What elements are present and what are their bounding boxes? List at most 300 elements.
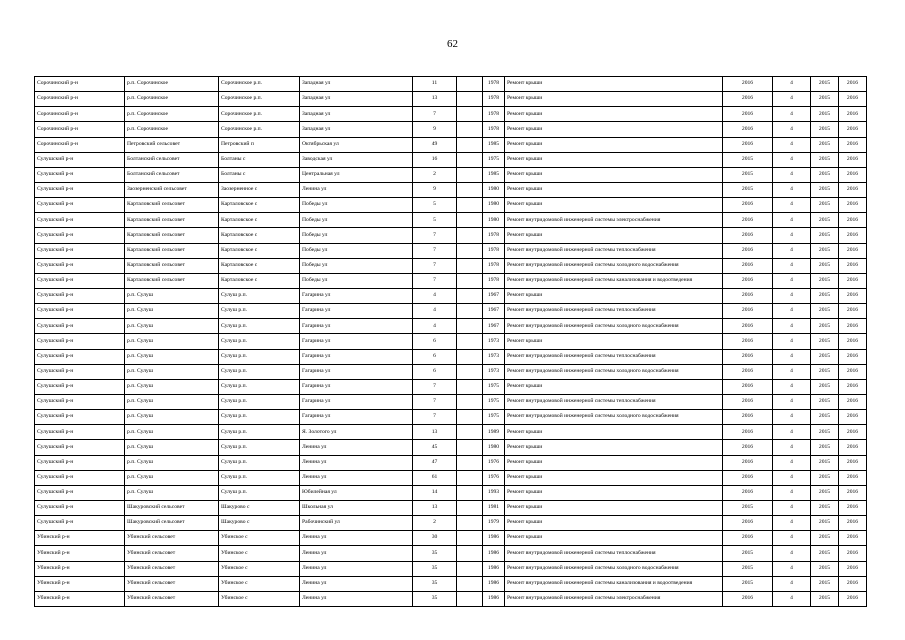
- street-cell: Победы ул: [300, 258, 413, 273]
- district-cell: Сулушский р-н: [35, 258, 125, 273]
- period-start-cell: 2015: [811, 92, 839, 107]
- municipality-cell: Убинский сельсовет: [125, 561, 219, 576]
- house-number-cell: 6: [413, 334, 457, 349]
- table-row: [35, 77, 867, 92]
- street-cell: Рабочинский ул: [300, 516, 413, 531]
- work-type-cell: Ремонт внутридомовой инженерной системы канализования и водоотведения: [505, 273, 723, 288]
- table-row: [35, 122, 867, 137]
- house-number-cell: 13: [413, 92, 457, 107]
- period-start-cell: 2015: [811, 425, 839, 440]
- district-cell: Сулушский р-н: [35, 228, 125, 243]
- settlement-cell: Сулуш р.п.: [219, 319, 300, 334]
- work-type-cell: Ремонт внутридомовой инженерной системы электроснабжения: [505, 591, 723, 606]
- building-cell: [457, 546, 483, 561]
- building-cell: [457, 273, 483, 288]
- building-cell: [457, 304, 483, 319]
- house-number-cell: 35: [413, 561, 457, 576]
- period-start-cell: 2015: [811, 516, 839, 531]
- period-end-cell: 2016: [839, 77, 867, 92]
- work-type-cell: Ремонт крыши: [505, 440, 723, 455]
- quarter-cell: 4: [773, 319, 811, 334]
- plan-year-cell: 2015: [723, 152, 773, 167]
- period-end-cell: 2016: [839, 546, 867, 561]
- building-cell: [457, 319, 483, 334]
- municipality-cell: р.п. Сулуш: [125, 394, 219, 409]
- table-row: [35, 576, 867, 591]
- plan-year-cell: 2016: [723, 394, 773, 409]
- period-start-cell: 2015: [811, 440, 839, 455]
- plan-year-cell: 2016: [723, 213, 773, 228]
- building-cell: [457, 410, 483, 425]
- quarter-cell: 4: [773, 455, 811, 470]
- period-start-cell: 2015: [811, 137, 839, 152]
- plan-year-cell: 2015: [723, 561, 773, 576]
- period-start-cell: 2015: [811, 198, 839, 213]
- building-cell: [457, 379, 483, 394]
- settlement-cell: Сорочинское р.п.: [219, 92, 300, 107]
- table-row: [35, 319, 867, 334]
- work-type-cell: Ремонт крыши: [505, 379, 723, 394]
- plan-year-cell: 2016: [723, 425, 773, 440]
- table-row: [35, 349, 867, 364]
- year-built-cell: 1986: [483, 531, 505, 546]
- quarter-cell: 4: [773, 440, 811, 455]
- work-type-cell: Ремонт крыши: [505, 470, 723, 485]
- street-cell: Ленина ул: [300, 576, 413, 591]
- year-built-cell: 1978: [483, 258, 505, 273]
- district-cell: Сулушский р-н: [35, 304, 125, 319]
- table-row: [35, 379, 867, 394]
- settlement-cell: Карталовское с: [219, 273, 300, 288]
- district-cell: Сулушский р-н: [35, 440, 125, 455]
- period-end-cell: 2016: [839, 152, 867, 167]
- quarter-cell: 4: [773, 470, 811, 485]
- street-cell: Юбилейная ул: [300, 485, 413, 500]
- quarter-cell: 4: [773, 500, 811, 515]
- building-cell: [457, 228, 483, 243]
- house-number-cell: 13: [413, 425, 457, 440]
- settlement-cell: Сулуш р.п.: [219, 288, 300, 303]
- settlement-cell: Шакурово с: [219, 516, 300, 531]
- settlement-cell: Петровский п: [219, 137, 300, 152]
- table-row: [35, 334, 867, 349]
- quarter-cell: 4: [773, 107, 811, 122]
- work-type-cell: Ремонт крыши: [505, 182, 723, 197]
- year-built-cell: 1986: [483, 561, 505, 576]
- district-cell: Убинский р-н: [35, 576, 125, 591]
- period-start-cell: 2015: [811, 576, 839, 591]
- municipality-cell: р.п. Сорочинское: [125, 107, 219, 122]
- quarter-cell: 4: [773, 334, 811, 349]
- municipality-cell: р.п. Сулуш: [125, 410, 219, 425]
- period-start-cell: 2015: [811, 77, 839, 92]
- quarter-cell: 4: [773, 122, 811, 137]
- settlement-cell: Сулуш р.п.: [219, 455, 300, 470]
- plan-year-cell: 2016: [723, 349, 773, 364]
- district-cell: Сулушский р-н: [35, 364, 125, 379]
- building-cell: [457, 243, 483, 258]
- building-cell: [457, 531, 483, 546]
- period-start-cell: 2015: [811, 591, 839, 606]
- plan-year-cell: 2016: [723, 228, 773, 243]
- municipality-cell: р.п. Сулуш: [125, 364, 219, 379]
- plan-year-cell: 2015: [723, 500, 773, 515]
- district-cell: Убинский р-н: [35, 591, 125, 606]
- street-cell: Я. Золотого ул: [300, 425, 413, 440]
- period-start-cell: 2015: [811, 546, 839, 561]
- district-cell: Сулушский р-н: [35, 243, 125, 258]
- table-row: [35, 182, 867, 197]
- quarter-cell: 4: [773, 167, 811, 182]
- work-type-cell: Ремонт внутридомовой инженерной системы холодного водоснабжения: [505, 410, 723, 425]
- building-cell: [457, 561, 483, 576]
- period-end-cell: 2016: [839, 122, 867, 137]
- street-cell: Ленина ул: [300, 440, 413, 455]
- period-end-cell: 2016: [839, 531, 867, 546]
- quarter-cell: 4: [773, 258, 811, 273]
- municipality-cell: Карталовский сельсовет: [125, 258, 219, 273]
- work-type-cell: Ремонт крыши: [505, 334, 723, 349]
- plan-year-cell: 2016: [723, 258, 773, 273]
- street-cell: Победы ул: [300, 228, 413, 243]
- year-built-cell: 1993: [483, 485, 505, 500]
- district-cell: Сорочинский р-н: [35, 137, 125, 152]
- municipality-cell: Шакуровский сельсовет: [125, 516, 219, 531]
- year-built-cell: 1973: [483, 364, 505, 379]
- table-row: [35, 394, 867, 409]
- quarter-cell: 4: [773, 364, 811, 379]
- settlement-cell: Карталовское с: [219, 228, 300, 243]
- period-end-cell: 2016: [839, 107, 867, 122]
- table-row: [35, 485, 867, 500]
- settlement-cell: Сулуш р.п.: [219, 334, 300, 349]
- municipality-cell: р.п. Сорочинское: [125, 77, 219, 92]
- street-cell: Гагарина ул: [300, 364, 413, 379]
- street-cell: Заводская ул: [300, 152, 413, 167]
- table-row: [35, 198, 867, 213]
- building-cell: [457, 516, 483, 531]
- settlement-cell: Карталовское с: [219, 198, 300, 213]
- period-start-cell: 2015: [811, 243, 839, 258]
- table-row: [35, 500, 867, 515]
- settlement-cell: Убинское с: [219, 546, 300, 561]
- street-cell: Октябрьская ул: [300, 137, 413, 152]
- settlement-cell: Сорочинское р.п.: [219, 122, 300, 137]
- house-number-cell: 7: [413, 243, 457, 258]
- period-end-cell: 2016: [839, 213, 867, 228]
- year-built-cell: 1978: [483, 122, 505, 137]
- work-type-cell: Ремонт внутридомовой инженерной системы электроснабжения: [505, 213, 723, 228]
- year-built-cell: 1985: [483, 137, 505, 152]
- quarter-cell: 4: [773, 198, 811, 213]
- building-cell: [457, 137, 483, 152]
- plan-year-cell: 2015: [723, 167, 773, 182]
- work-type-cell: Ремонт внутридомовой инженерной системы холодного водоснабжения: [505, 319, 723, 334]
- quarter-cell: 4: [773, 591, 811, 606]
- settlement-cell: Болтаны с: [219, 152, 300, 167]
- period-end-cell: 2016: [839, 561, 867, 576]
- district-cell: Сулушский р-н: [35, 152, 125, 167]
- settlement-cell: Карталовское с: [219, 258, 300, 273]
- table-row: [35, 107, 867, 122]
- period-end-cell: 2016: [839, 440, 867, 455]
- building-cell: [457, 440, 483, 455]
- house-number-cell: 11: [413, 77, 457, 92]
- settlement-cell: Сорочинское р.п.: [219, 77, 300, 92]
- building-cell: [457, 167, 483, 182]
- plan-year-cell: 2016: [723, 122, 773, 137]
- period-end-cell: 2016: [839, 591, 867, 606]
- period-end-cell: 2016: [839, 258, 867, 273]
- building-cell: [457, 92, 483, 107]
- period-start-cell: 2015: [811, 167, 839, 182]
- period-end-cell: 2016: [839, 304, 867, 319]
- year-built-cell: 1976: [483, 470, 505, 485]
- quarter-cell: 4: [773, 228, 811, 243]
- period-end-cell: 2016: [839, 137, 867, 152]
- plan-year-cell: 2016: [723, 273, 773, 288]
- year-built-cell: 1986: [483, 591, 505, 606]
- period-start-cell: 2015: [811, 228, 839, 243]
- district-cell: Убинский р-н: [35, 546, 125, 561]
- plan-year-cell: 2016: [723, 470, 773, 485]
- house-number-cell: 7: [413, 258, 457, 273]
- period-end-cell: 2016: [839, 425, 867, 440]
- table-row: [35, 228, 867, 243]
- work-type-cell: Ремонт внутридомовой инженерной системы теплоснабжения: [505, 349, 723, 364]
- period-end-cell: 2016: [839, 410, 867, 425]
- settlement-cell: Заозерненное с: [219, 182, 300, 197]
- work-type-cell: Ремонт крыши: [505, 107, 723, 122]
- quarter-cell: 4: [773, 288, 811, 303]
- period-end-cell: 2016: [839, 485, 867, 500]
- settlement-cell: Сулуш р.п.: [219, 349, 300, 364]
- settlement-cell: Болтаны с: [219, 167, 300, 182]
- district-cell: Сулушский р-н: [35, 167, 125, 182]
- district-cell: Сулушский р-н: [35, 213, 125, 228]
- quarter-cell: 4: [773, 516, 811, 531]
- table-row: [35, 591, 867, 606]
- street-cell: Ленина ул: [300, 591, 413, 606]
- quarter-cell: 4: [773, 243, 811, 258]
- street-cell: Гагарина ул: [300, 304, 413, 319]
- period-start-cell: 2015: [811, 304, 839, 319]
- plan-year-cell: 2016: [723, 77, 773, 92]
- settlement-cell: Убинское с: [219, 591, 300, 606]
- table-row: [35, 304, 867, 319]
- building-cell: [457, 258, 483, 273]
- district-cell: Сулушский р-н: [35, 288, 125, 303]
- street-cell: Гагарина ул: [300, 349, 413, 364]
- quarter-cell: 4: [773, 576, 811, 591]
- quarter-cell: 4: [773, 546, 811, 561]
- table-row: [35, 288, 867, 303]
- period-end-cell: 2016: [839, 273, 867, 288]
- street-cell: Западная ул: [300, 107, 413, 122]
- building-cell: [457, 122, 483, 137]
- period-start-cell: 2015: [811, 394, 839, 409]
- municipality-cell: Карталовский сельсовет: [125, 198, 219, 213]
- year-built-cell: 1978: [483, 107, 505, 122]
- plan-year-cell: 2016: [723, 137, 773, 152]
- settlement-cell: Сулуш р.п.: [219, 425, 300, 440]
- street-cell: Победы ул: [300, 213, 413, 228]
- building-cell: [457, 182, 483, 197]
- quarter-cell: 4: [773, 561, 811, 576]
- year-built-cell: 1986: [483, 576, 505, 591]
- year-built-cell: 1975: [483, 379, 505, 394]
- district-cell: Сулушский р-н: [35, 349, 125, 364]
- settlement-cell: Карталовское с: [219, 243, 300, 258]
- building-cell: [457, 288, 483, 303]
- work-type-cell: Ремонт крыши: [505, 137, 723, 152]
- period-start-cell: 2015: [811, 349, 839, 364]
- quarter-cell: 4: [773, 304, 811, 319]
- year-built-cell: 1986: [483, 546, 505, 561]
- municipality-cell: р.п. Сулуш: [125, 288, 219, 303]
- district-cell: Сулушский р-н: [35, 425, 125, 440]
- municipality-cell: р.п. Сулуш: [125, 470, 219, 485]
- year-built-cell: 1978: [483, 77, 505, 92]
- house-number-cell: 9: [413, 122, 457, 137]
- period-start-cell: 2015: [811, 410, 839, 425]
- page-number: 62: [447, 38, 458, 50]
- house-number-cell: 4: [413, 319, 457, 334]
- work-type-cell: Ремонт внутридомовой инженерной системы холодного водоснабжения: [505, 561, 723, 576]
- municipality-cell: р.п. Сорочинское: [125, 122, 219, 137]
- municipality-cell: Убинский сельсовет: [125, 531, 219, 546]
- period-end-cell: 2016: [839, 455, 867, 470]
- house-number-cell: 2: [413, 167, 457, 182]
- street-cell: Гагарина ул: [300, 288, 413, 303]
- period-end-cell: 2016: [839, 319, 867, 334]
- house-number-cell: 2: [413, 516, 457, 531]
- table-row: [35, 516, 867, 531]
- building-cell: [457, 394, 483, 409]
- work-type-cell: Ремонт крыши: [505, 92, 723, 107]
- work-type-cell: Ремонт внутридомовой инженерной системы канализования и водоотведения: [505, 576, 723, 591]
- building-cell: [457, 152, 483, 167]
- work-type-cell: Ремонт крыши: [505, 152, 723, 167]
- period-end-cell: 2016: [839, 349, 867, 364]
- period-start-cell: 2015: [811, 379, 839, 394]
- settlement-cell: Убинское с: [219, 561, 300, 576]
- year-built-cell: 1980: [483, 440, 505, 455]
- municipality-cell: Карталовский сельсовет: [125, 243, 219, 258]
- quarter-cell: 4: [773, 349, 811, 364]
- district-cell: Сорочинский р-н: [35, 107, 125, 122]
- settlement-cell: Сулуш р.п.: [219, 410, 300, 425]
- period-end-cell: 2016: [839, 243, 867, 258]
- period-end-cell: 2016: [839, 288, 867, 303]
- quarter-cell: 4: [773, 273, 811, 288]
- house-number-cell: 7: [413, 394, 457, 409]
- house-number-cell: 45: [413, 440, 457, 455]
- plan-year-cell: 2015: [723, 576, 773, 591]
- building-cell: [457, 425, 483, 440]
- period-end-cell: 2016: [839, 394, 867, 409]
- quarter-cell: 4: [773, 485, 811, 500]
- district-cell: Сорочинский р-н: [35, 92, 125, 107]
- table-row: [35, 152, 867, 167]
- year-built-cell: 1989: [483, 425, 505, 440]
- municipality-cell: Убинский сельсовет: [125, 546, 219, 561]
- table-row: [35, 273, 867, 288]
- year-built-cell: 1975: [483, 410, 505, 425]
- building-cell: [457, 485, 483, 500]
- quarter-cell: 4: [773, 182, 811, 197]
- period-end-cell: 2016: [839, 500, 867, 515]
- period-end-cell: 2016: [839, 228, 867, 243]
- table-row: [35, 440, 867, 455]
- house-number-cell: 7: [413, 228, 457, 243]
- year-built-cell: 1973: [483, 349, 505, 364]
- period-start-cell: 2015: [811, 273, 839, 288]
- building-cell: [457, 213, 483, 228]
- house-number-cell: 7: [413, 273, 457, 288]
- house-number-cell: 30: [413, 531, 457, 546]
- table-row: [35, 470, 867, 485]
- work-type-cell: Ремонт крыши: [505, 198, 723, 213]
- work-type-cell: Ремонт крыши: [505, 500, 723, 515]
- table-row: [35, 364, 867, 379]
- year-built-cell: 1975: [483, 152, 505, 167]
- table-row: [35, 425, 867, 440]
- year-built-cell: 1975: [483, 394, 505, 409]
- district-cell: Сулушский р-н: [35, 516, 125, 531]
- year-built-cell: 1981: [483, 500, 505, 515]
- house-number-cell: 35: [413, 546, 457, 561]
- year-built-cell: 1978: [483, 273, 505, 288]
- district-cell: Сорочинский р-н: [35, 77, 125, 92]
- settlement-cell: Сулуш р.п.: [219, 485, 300, 500]
- district-cell: Сулушский р-н: [35, 485, 125, 500]
- house-number-cell: 9: [413, 182, 457, 197]
- municipality-cell: р.п. Сулуш: [125, 334, 219, 349]
- plan-year-cell: 2016: [723, 440, 773, 455]
- period-end-cell: 2016: [839, 167, 867, 182]
- house-number-cell: 61: [413, 470, 457, 485]
- year-built-cell: 1979: [483, 516, 505, 531]
- table-row: [35, 531, 867, 546]
- plan-year-cell: 2016: [723, 92, 773, 107]
- quarter-cell: 4: [773, 213, 811, 228]
- year-built-cell: 1967: [483, 288, 505, 303]
- municipality-cell: р.п. Сулуш: [125, 455, 219, 470]
- district-cell: Сулушский р-н: [35, 182, 125, 197]
- work-type-cell: Ремонт крыши: [505, 288, 723, 303]
- period-start-cell: 2015: [811, 485, 839, 500]
- period-start-cell: 2015: [811, 364, 839, 379]
- plan-year-cell: 2016: [723, 334, 773, 349]
- settlement-cell: Сулуш р.п.: [219, 440, 300, 455]
- quarter-cell: 4: [773, 379, 811, 394]
- settlement-cell: Шакурово с: [219, 500, 300, 515]
- period-start-cell: 2015: [811, 470, 839, 485]
- district-cell: Сулушский р-н: [35, 198, 125, 213]
- street-cell: Ленина ул: [300, 455, 413, 470]
- work-type-cell: Ремонт крыши: [505, 77, 723, 92]
- year-built-cell: 1967: [483, 304, 505, 319]
- plan-year-cell: 2016: [723, 107, 773, 122]
- period-start-cell: 2015: [811, 213, 839, 228]
- district-cell: Сорочинский р-н: [35, 122, 125, 137]
- work-type-cell: Ремонт внутридомовой инженерной системы холодного водоснабжения: [505, 364, 723, 379]
- year-built-cell: 1976: [483, 455, 505, 470]
- house-number-cell: 5: [413, 213, 457, 228]
- period-start-cell: 2015: [811, 107, 839, 122]
- settlement-cell: Убинское с: [219, 576, 300, 591]
